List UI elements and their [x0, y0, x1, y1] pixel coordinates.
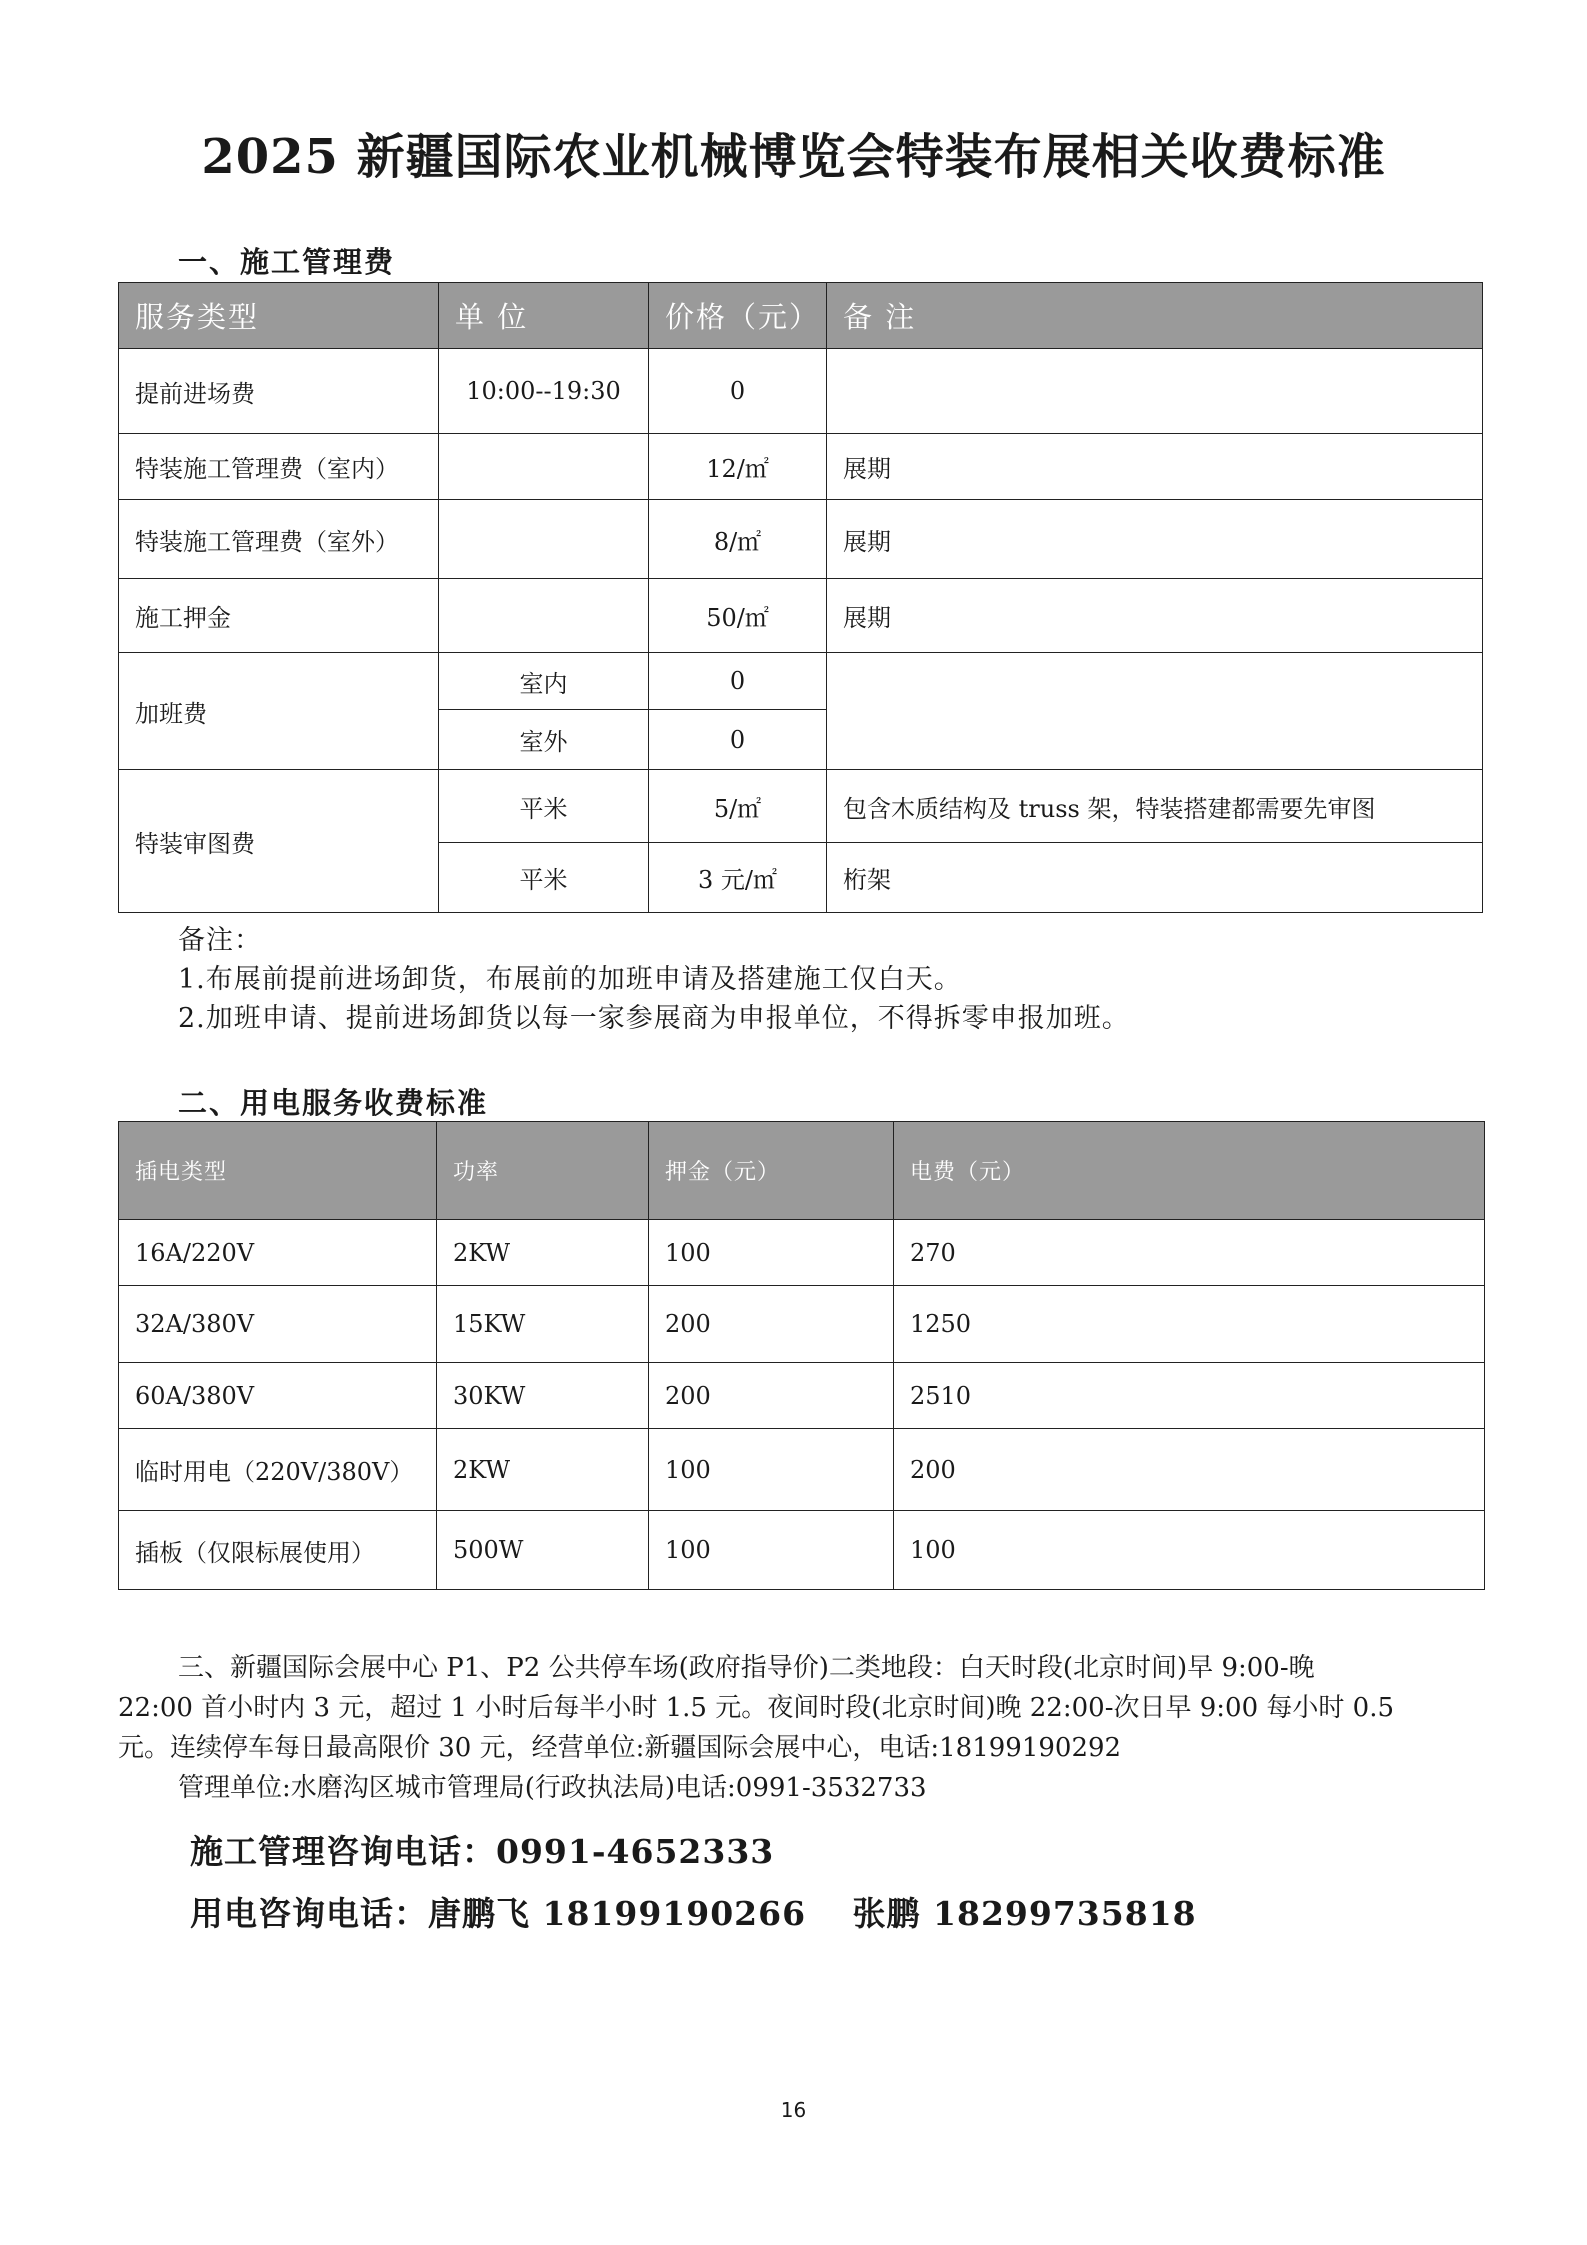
cell-note [827, 653, 1483, 770]
cell-unit [439, 434, 649, 500]
electric-fee-table [118, 1121, 1485, 1590]
cell-plug: 32A/380V [119, 1286, 437, 1363]
header-plug-type: 插电类型 [119, 1122, 437, 1220]
notes-label: 备注： [178, 925, 262, 956]
cell-unit: 10:00--19:30 [439, 349, 649, 434]
header-power: 功率 [437, 1122, 649, 1220]
cell-power: 2KW [437, 1429, 649, 1511]
page-number: 16 [780, 2098, 807, 2122]
table-row [119, 1363, 1485, 1429]
section2-heading: 二、用电服务收费标准 [178, 1086, 489, 1120]
cell-plug: 插板（仅限标展使用） [119, 1511, 437, 1590]
cell-power: 15KW [437, 1286, 649, 1363]
header-note: 备 注 [827, 283, 1483, 349]
cell-power: 30KW [437, 1363, 649, 1429]
cell-deposit: 100 [649, 1220, 894, 1286]
header-deposit: 押金（元） [649, 1122, 894, 1220]
cell-note: 包含木质结构及 truss 架，特装搭建都需要先审图 [827, 770, 1483, 843]
section1-notes [178, 921, 1130, 1038]
cell-type: 施工押金 [119, 579, 439, 653]
table-row [119, 579, 1483, 653]
electric-contact: 用电咨询电话：唐鹏飞 18199190266 张鹏 18299735818 [190, 1894, 1197, 1933]
cell-unit [439, 500, 649, 579]
cell-price: 0 [649, 710, 827, 770]
cell-type: 特装施工管理费（室内） [119, 434, 439, 500]
cell-power: 500W [437, 1511, 649, 1590]
cell-price: 8/㎡ [649, 500, 827, 579]
table-row [119, 653, 1483, 710]
table-row [119, 1429, 1485, 1511]
cell-plug: 16A/220V [119, 1220, 437, 1286]
cell-fee: 2510 [894, 1363, 1485, 1429]
cell-note [827, 349, 1483, 434]
construction-contact: 施工管理咨询电话：0991-4652333 [190, 1832, 775, 1871]
cell-fee: 1250 [894, 1286, 1485, 1363]
section1-heading: 一、施工管理费 [178, 245, 396, 279]
cell-unit: 平米 [439, 843, 649, 913]
table-row [119, 770, 1483, 843]
cell-note: 展期 [827, 579, 1483, 653]
header-electric-fee: 电费（元） [894, 1122, 1485, 1220]
table-row [119, 500, 1483, 579]
cell-price: 50/㎡ [649, 579, 827, 653]
cell-plug: 60A/380V [119, 1363, 437, 1429]
parking-line: 22:00 首小时内 3 元，超过 1 小时后每半小时 1.5 元。夜间时段(北京时间)晚 22:00-次日早 9:00 每小时 0.5 [118, 1693, 1395, 1723]
table-row [119, 349, 1483, 434]
cell-unit [439, 579, 649, 653]
cell-fee: 270 [894, 1220, 1485, 1286]
cell-plug: 临时用电（220V/380V） [119, 1429, 437, 1511]
cell-unit: 室内 [439, 653, 649, 710]
cell-type: 特装审图费 [119, 770, 439, 913]
cell-deposit: 200 [649, 1286, 894, 1363]
cell-price: 5/㎡ [649, 770, 827, 843]
note-item: 2.加班申请、提前进场卸货以每一家参展商为申报单位，不得拆零申报加班。 [178, 1003, 1130, 1034]
cell-type: 提前进场费 [119, 349, 439, 434]
cell-price: 12/㎡ [649, 434, 827, 500]
parking-info [118, 1648, 1488, 1808]
cell-deposit: 100 [649, 1511, 894, 1590]
parking-line: 元。连续停车每日最高限价 30 元，经营单位:新疆国际会展中心，电话:18199190292 [118, 1733, 1122, 1763]
page-title: 2025 新疆国际农业机械博览会特装布展相关收费标准 [201, 129, 1386, 185]
cell-note: 桁架 [827, 843, 1483, 913]
cell-type: 特装施工管理费（室外） [119, 500, 439, 579]
construction-fee-table [118, 282, 1483, 913]
table-row [119, 434, 1483, 500]
cell-unit: 平米 [439, 770, 649, 843]
cell-price: 0 [649, 349, 827, 434]
management-line: 管理单位:水磨沟区城市管理局(行政执法局)电话:0991-3532733 [178, 1773, 927, 1803]
cell-price: 0 [649, 653, 827, 710]
cell-power: 2KW [437, 1220, 649, 1286]
note-item: 1.布展前提前进场卸货，布展前的加班申请及搭建施工仅白天。 [178, 964, 962, 995]
cell-type: 加班费 [119, 653, 439, 770]
cell-price: 3 元/㎡ [649, 843, 827, 913]
cell-fee: 100 [894, 1511, 1485, 1590]
header-unit: 单 位 [439, 283, 649, 349]
cell-fee: 200 [894, 1429, 1485, 1511]
header-service-type: 服务类型 [119, 283, 439, 349]
cell-deposit: 100 [649, 1429, 894, 1511]
cell-deposit: 200 [649, 1363, 894, 1429]
table-row [119, 1286, 1485, 1363]
table-row [119, 1220, 1485, 1286]
table-row [119, 1511, 1485, 1590]
cell-note: 展期 [827, 500, 1483, 579]
parking-line: 三、新疆国际会展中心 P1、P2 公共停车场(政府指导价)二类地段：白天时段(北京时间)早 9:00-晚 [178, 1653, 1315, 1683]
cell-unit: 室外 [439, 710, 649, 770]
header-price: 价格（元） [649, 283, 827, 349]
cell-note: 展期 [827, 434, 1483, 500]
